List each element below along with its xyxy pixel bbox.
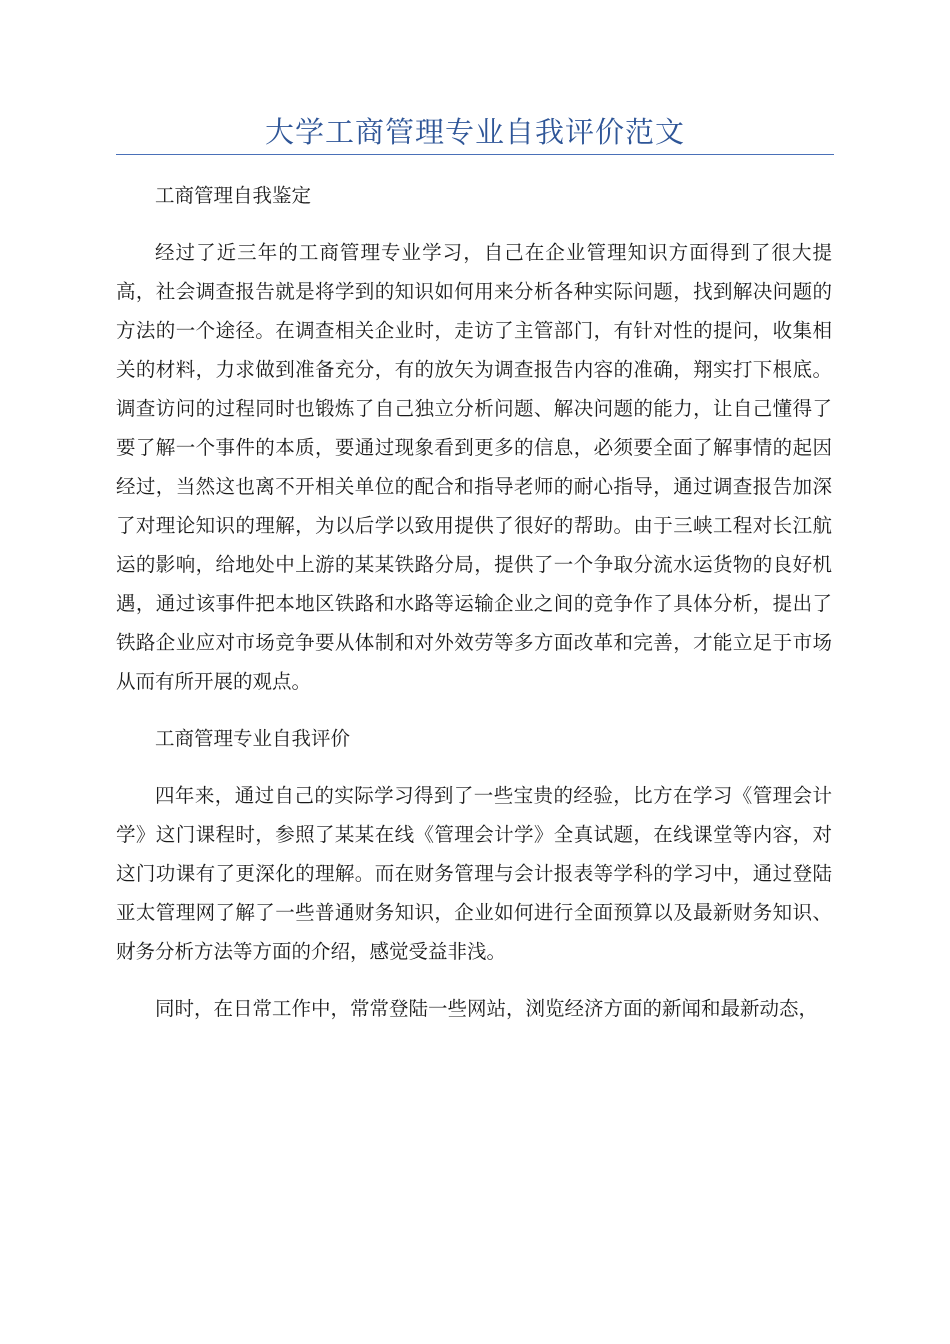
- section-heading-self-appraisal: 工商管理自我鉴定: [155, 184, 312, 207]
- paragraph-daily-work: 同时，在日常工作中，常常登陆一些网站，浏览经济方面的新闻和最新动态，: [155, 997, 819, 1020]
- paragraph-four-years: 四年来，通过自己的实际学习得到了一些宝贵的经验，比方在学习《管理会计学》这门课程时，参照了某某在线《管理会计学》全真试题，在线课堂等内容，对这门功课有了更深化的理解。而在财务管理与会计报表等学科的学习中，通过登陆亚太管理网了解了一些普通财务知识，企业如何进行全面预算以及最新财务知识、财务分析方法等方面的介绍，感觉受益非浅。: [116, 784, 832, 963]
- section-heading-self-evaluation: 工商管理专业自我评价: [155, 727, 351, 750]
- title-underline: [116, 154, 834, 155]
- document-title: 大学工商管理专业自我评价范文: [264, 115, 685, 149]
- paragraph-survey-report: 经过了近三年的工商管理专业学习，自己在企业管理知识方面得到了很大提高，社会调查报告就是将学到的知识如何用来分析各种实际问题，找到解决问题的方法的一个途径。在调查相关企业时，走访了主管部门，有针对性的提问，收集相关的材料，力求做到准备充分，有的放矢为调查报告内容的准确，翔实打下根底。调查访问的过程同时也锻炼了自己独立分析问题、解决问题的能力，让自己懂得了要了解一个事件的本质，要通过现象看到更多的信息，必须要全面了解事情的起因经过，当然这也离不开相关单位的配合和指导老师的耐心指导，通过调查报告加深了对理论知识的理解，为以后学以致用提供了很好的帮助。由于三峡工程对长江航运的影响，给地处中上游的某某铁路分局，提供了一个争取分流水运货物的良好机遇，通过该事件把本地区铁路和水路等运输企业之间的竞争作了具体分析，提出了铁路企业应对市场竞争要从体制和对外效劳等多方面改革和完善，才能立足于市场从而有所开展的观点。: [116, 241, 832, 693]
- document-body: [116, 176, 832, 1046]
